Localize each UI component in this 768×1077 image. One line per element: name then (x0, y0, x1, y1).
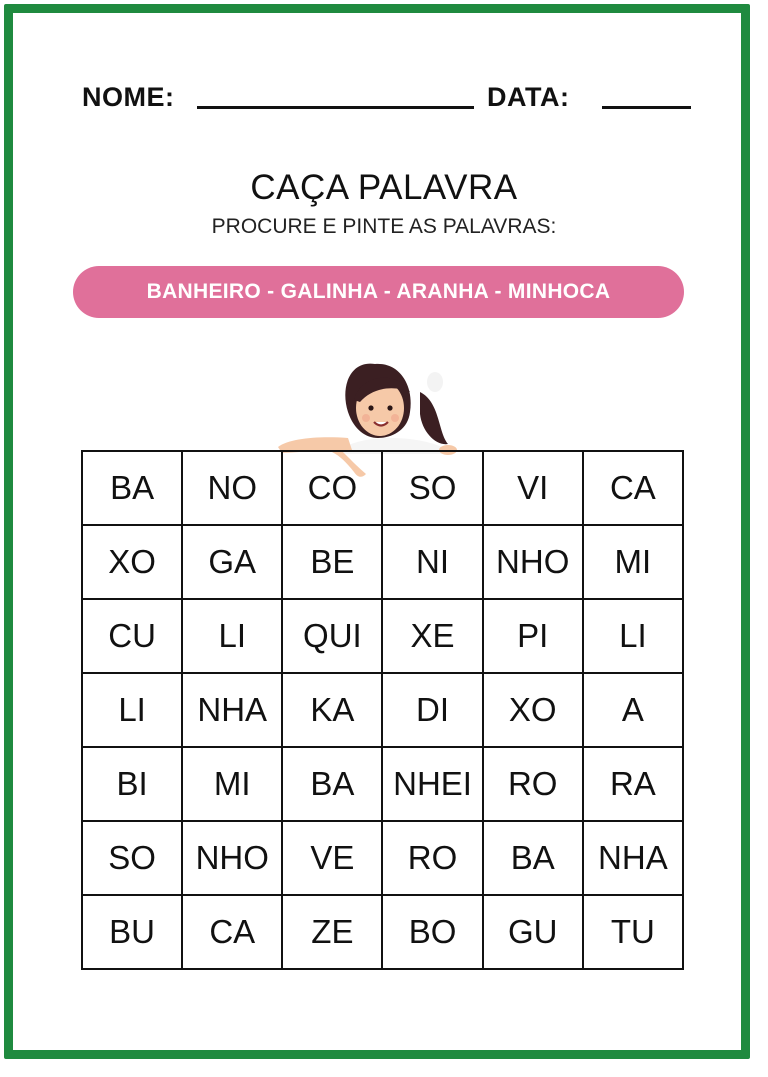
grid-cell[interactable]: XO (82, 525, 182, 599)
grid-row (82, 821, 683, 895)
grid-cell[interactable]: XE (382, 599, 482, 673)
grid-row (82, 525, 683, 599)
grid-cell[interactable]: A (583, 673, 683, 747)
grid-cell[interactable]: CU (82, 599, 182, 673)
grid-cell[interactable]: LI (82, 673, 182, 747)
grid-cell[interactable]: NHO (483, 525, 583, 599)
grid-cell[interactable]: SO (82, 821, 182, 895)
grid-cell[interactable]: KA (282, 673, 382, 747)
name-label: NOME: (82, 82, 175, 112)
grid-row (82, 599, 683, 673)
date-label: DATA: (487, 82, 570, 112)
word-list-banner: BANHEIRO - GALINHA - ARANHA - MINHOCA (73, 266, 684, 318)
grid-cell[interactable]: VE (282, 821, 382, 895)
grid-cell[interactable]: NI (382, 525, 482, 599)
grid-cell[interactable]: PI (483, 599, 583, 673)
grid-cell[interactable]: NHA (583, 821, 683, 895)
grid-cell[interactable]: RO (483, 747, 583, 821)
page-title: CAÇA PALAVRA (250, 168, 518, 207)
grid-cell[interactable]: CA (583, 451, 683, 525)
grid-cell[interactable]: SO (382, 451, 482, 525)
grid-cell[interactable]: BA (282, 747, 382, 821)
grid-row (82, 895, 683, 969)
grid-cell[interactable]: LI (583, 599, 683, 673)
date-field-line[interactable] (602, 106, 691, 109)
grid-cell[interactable]: BO (382, 895, 482, 969)
header-row (82, 78, 694, 118)
grid-cell[interactable]: ZE (282, 895, 382, 969)
grid-cell[interactable]: BI (82, 747, 182, 821)
grid-cell[interactable]: QUI (282, 599, 382, 673)
grid-cell[interactable]: DI (382, 673, 482, 747)
grid-cell[interactable]: MI (182, 747, 282, 821)
grid-cell[interactable]: GA (182, 525, 282, 599)
grid-cell[interactable]: VI (483, 451, 583, 525)
grid-cell[interactable]: RO (382, 821, 482, 895)
grid-cell[interactable]: CO (282, 451, 382, 525)
grid-cell[interactable]: MI (583, 525, 683, 599)
grid-cell[interactable]: XO (483, 673, 583, 747)
grid-cell[interactable]: BA (82, 451, 182, 525)
grid-cell[interactable]: TU (583, 895, 683, 969)
grid-cell[interactable]: GU (483, 895, 583, 969)
grid-cell[interactable]: RA (583, 747, 683, 821)
grid-cell[interactable]: BA (483, 821, 583, 895)
instructions: PROCURE E PINTE AS PALAVRAS: (211, 215, 557, 238)
grid-cell[interactable]: NHO (182, 821, 282, 895)
grid-cell[interactable]: BE (282, 525, 382, 599)
grid-cell[interactable]: NHA (182, 673, 282, 747)
grid-row (82, 451, 683, 525)
grid-cell[interactable]: CA (182, 895, 282, 969)
grid-row (82, 747, 683, 821)
grid-cell[interactable]: LI (182, 599, 282, 673)
grid-row (82, 673, 683, 747)
grid-cell[interactable]: NO (182, 451, 282, 525)
name-field-line[interactable] (197, 106, 474, 109)
grid-cell[interactable]: BU (82, 895, 182, 969)
grid-cell[interactable]: NHEI (382, 747, 482, 821)
word-search-grid (81, 450, 684, 970)
